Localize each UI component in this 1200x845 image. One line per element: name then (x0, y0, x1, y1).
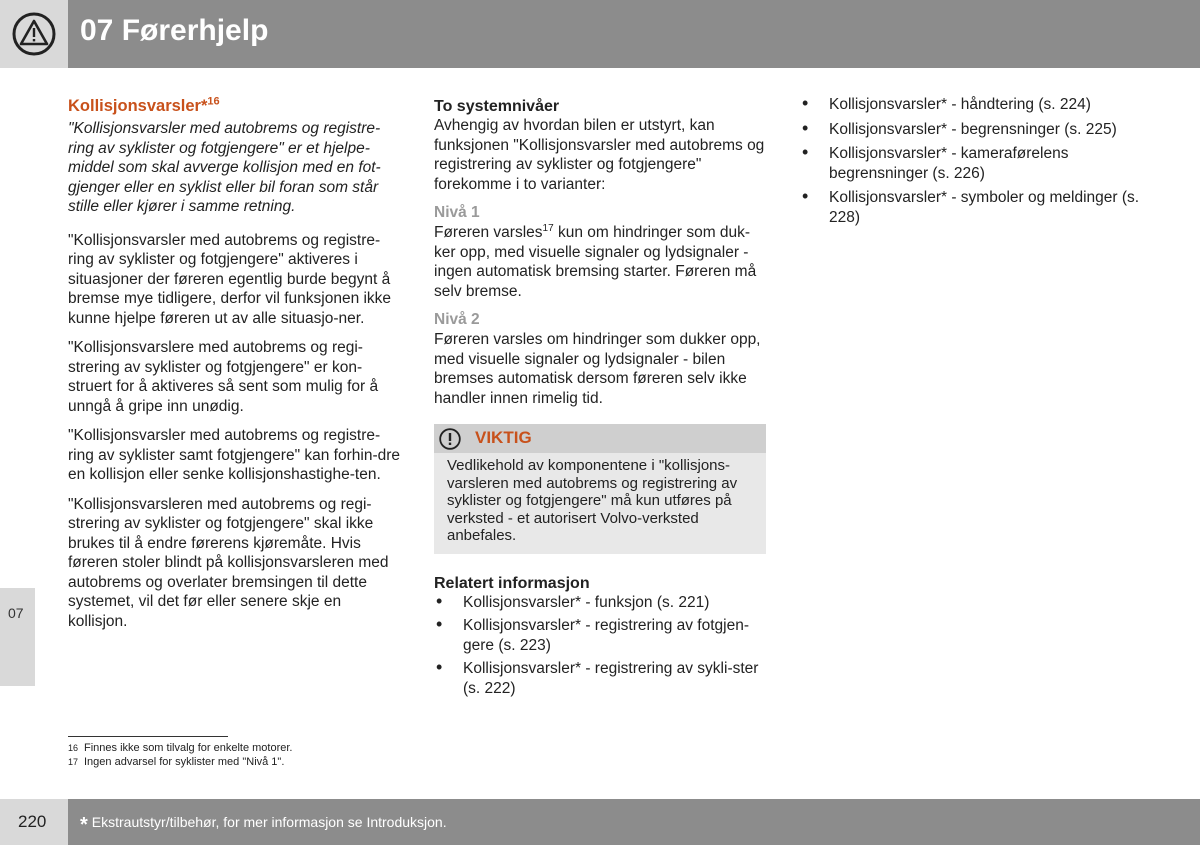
related-link[interactable]: • Kollisjonsvarsler* - kameraførelens begrensninger (s. 226) (800, 144, 1140, 183)
footnotes (68, 741, 292, 769)
related-link[interactable]: • Kollisjonsvarsler* - registrering av sykli-ster (s. 222) (434, 659, 768, 698)
level-1-text-post: kun om hindringer som duk-ker opp, med visuelle signaler og lydsignaler - ingen automatisk bremsing starter. Føreren må selv bremse. (434, 224, 757, 300)
subsection-heading: To systemnivåer (434, 98, 560, 115)
footnote (68, 755, 292, 769)
footnote-text: Finnes ikke som tilvalg for enkelte motorer. (84, 742, 293, 754)
warning-triangle-icon (12, 12, 56, 56)
related-info (434, 574, 768, 699)
asterisk-marker: * (80, 814, 88, 836)
related-link[interactable]: • Kollisjonsvarsler* - håndtering (s. 224) (800, 95, 1140, 115)
important-box (434, 424, 766, 554)
section-heading (68, 95, 400, 117)
footnote-text: Ingen advarsel for syklister med "Nivå 1". (84, 756, 285, 768)
exclamation-circle-icon (439, 428, 461, 450)
related-info-list (434, 593, 768, 699)
related-link[interactable]: • Kollisjonsvarsler* - begrensninger (s. 225) (800, 120, 1140, 140)
important-box-title: VIKTIG (475, 428, 532, 447)
chapter-title: 07 Førerhjelp (80, 14, 269, 47)
page-footer (0, 799, 1200, 845)
related-link[interactable]: • Kollisjonsvarsler* - funksjon (s. 221) (434, 593, 768, 613)
footnote-divider (68, 736, 228, 737)
chapter-side-tab (0, 588, 35, 686)
footnote-number: 16 (68, 743, 79, 753)
footnote-ref-16: 16 (207, 95, 220, 108)
body-paragraph: "Kollisjonsvarsler med autobrems og registre-ring av syklister og fotgjengere" aktiveres i situasjoner der føreren egentlig burde begynt å bremse mye tidligere, derfor vil funksjonen ikke kunne hjelpe føreren ut av alle situasjo-ner. (68, 231, 392, 327)
level-1-text (434, 223, 768, 301)
column-2 (434, 97, 768, 702)
related-info-heading: Relatert informasjon (434, 574, 590, 592)
level-2-title: Nivå 2 (434, 311, 480, 328)
level-1-text-pre: Føreren varsles (434, 224, 543, 241)
footnote-number: 17 (68, 757, 79, 767)
level-1-title: Nivå 1 (434, 204, 480, 221)
column-1 (68, 95, 400, 641)
body-paragraph: "Kollisjonsvarslere med autobrems og regi-strering av syklister og fotgjengere" er kon-struert for å aktiveres så sent som mulig for å unngå å gripe inn unødig. (68, 339, 379, 415)
level-2-text: Føreren varsles om hindringer som dukker opp, med visuelle signaler og lydsignaler - bilen bremses automatisk dersom føreren selv ikke handler innen rimelig tid. (434, 331, 761, 407)
important-box-header (434, 424, 766, 453)
related-link[interactable]: • Kollisjonsvarsler* - symboler og meldinger (s. 228) (800, 188, 1140, 227)
body-paragraph: "Kollisjonsvarsleren med autobrems og regi-strering av syklister og fotgjengere" skal ikke brukes til å endre førerens kjøremåte. Hvis føreren stoler blindt på kollisjonsvarsleren med autobrems og overlater bremsingen til dette systemet, vil det før eller senere skje en kollisjon. (68, 495, 389, 630)
header-icon-box (0, 0, 68, 68)
footnote (68, 741, 292, 755)
related-link[interactable]: • Kollisjonsvarsler* - registrering av fotgjen-gere (s. 223) (434, 616, 768, 655)
page-number-box (0, 799, 68, 845)
related-info-list-continued (800, 95, 1140, 227)
page-header (0, 0, 1200, 68)
chapter-side-tab-label: 07 (8, 605, 24, 621)
footer-note-text: Ekstrautstyr/tilbehør, for mer informasjon se Introduksjon. (91, 814, 447, 830)
body-paragraph: Avhengig av hvordan bilen er utstyrt, kan funksjonen "Kollisjonsvarsler med autobrems og registrering av syklister og fotgjengere" forekomme i to varianter: (434, 117, 765, 193)
body-paragraph: "Kollisjonsvarsler med autobrems og registre-ring av syklister samt fotgjengere" kan forhin-dre en kollisjon eller senke kollisjonshastighe-ten. (68, 427, 401, 483)
footnote-ref-17: 17 (542, 222, 554, 234)
column-3 (800, 95, 1140, 232)
intro-paragraph: "Kollisjonsvarsler med autobrems og registre-ring av syklister og fotgjengere" er et hjelpe-middel som skal avverge kollisjon med en fot-gjenger eller en syklist eller bil foran som står stille eller kjører i samme retning. (68, 120, 381, 215)
important-box-text: Vedlikehold av komponentene i "kollisjons-varsleren med autobrems og registrering av syklister og fotgjengere" må kun utføres på verksted - et autorisert Volvo-verksted anbefales. (447, 457, 738, 544)
page-number: 220 (18, 812, 47, 831)
section-heading-text: Kollisjonsvarsler* (68, 97, 208, 115)
footer-note (80, 814, 447, 837)
